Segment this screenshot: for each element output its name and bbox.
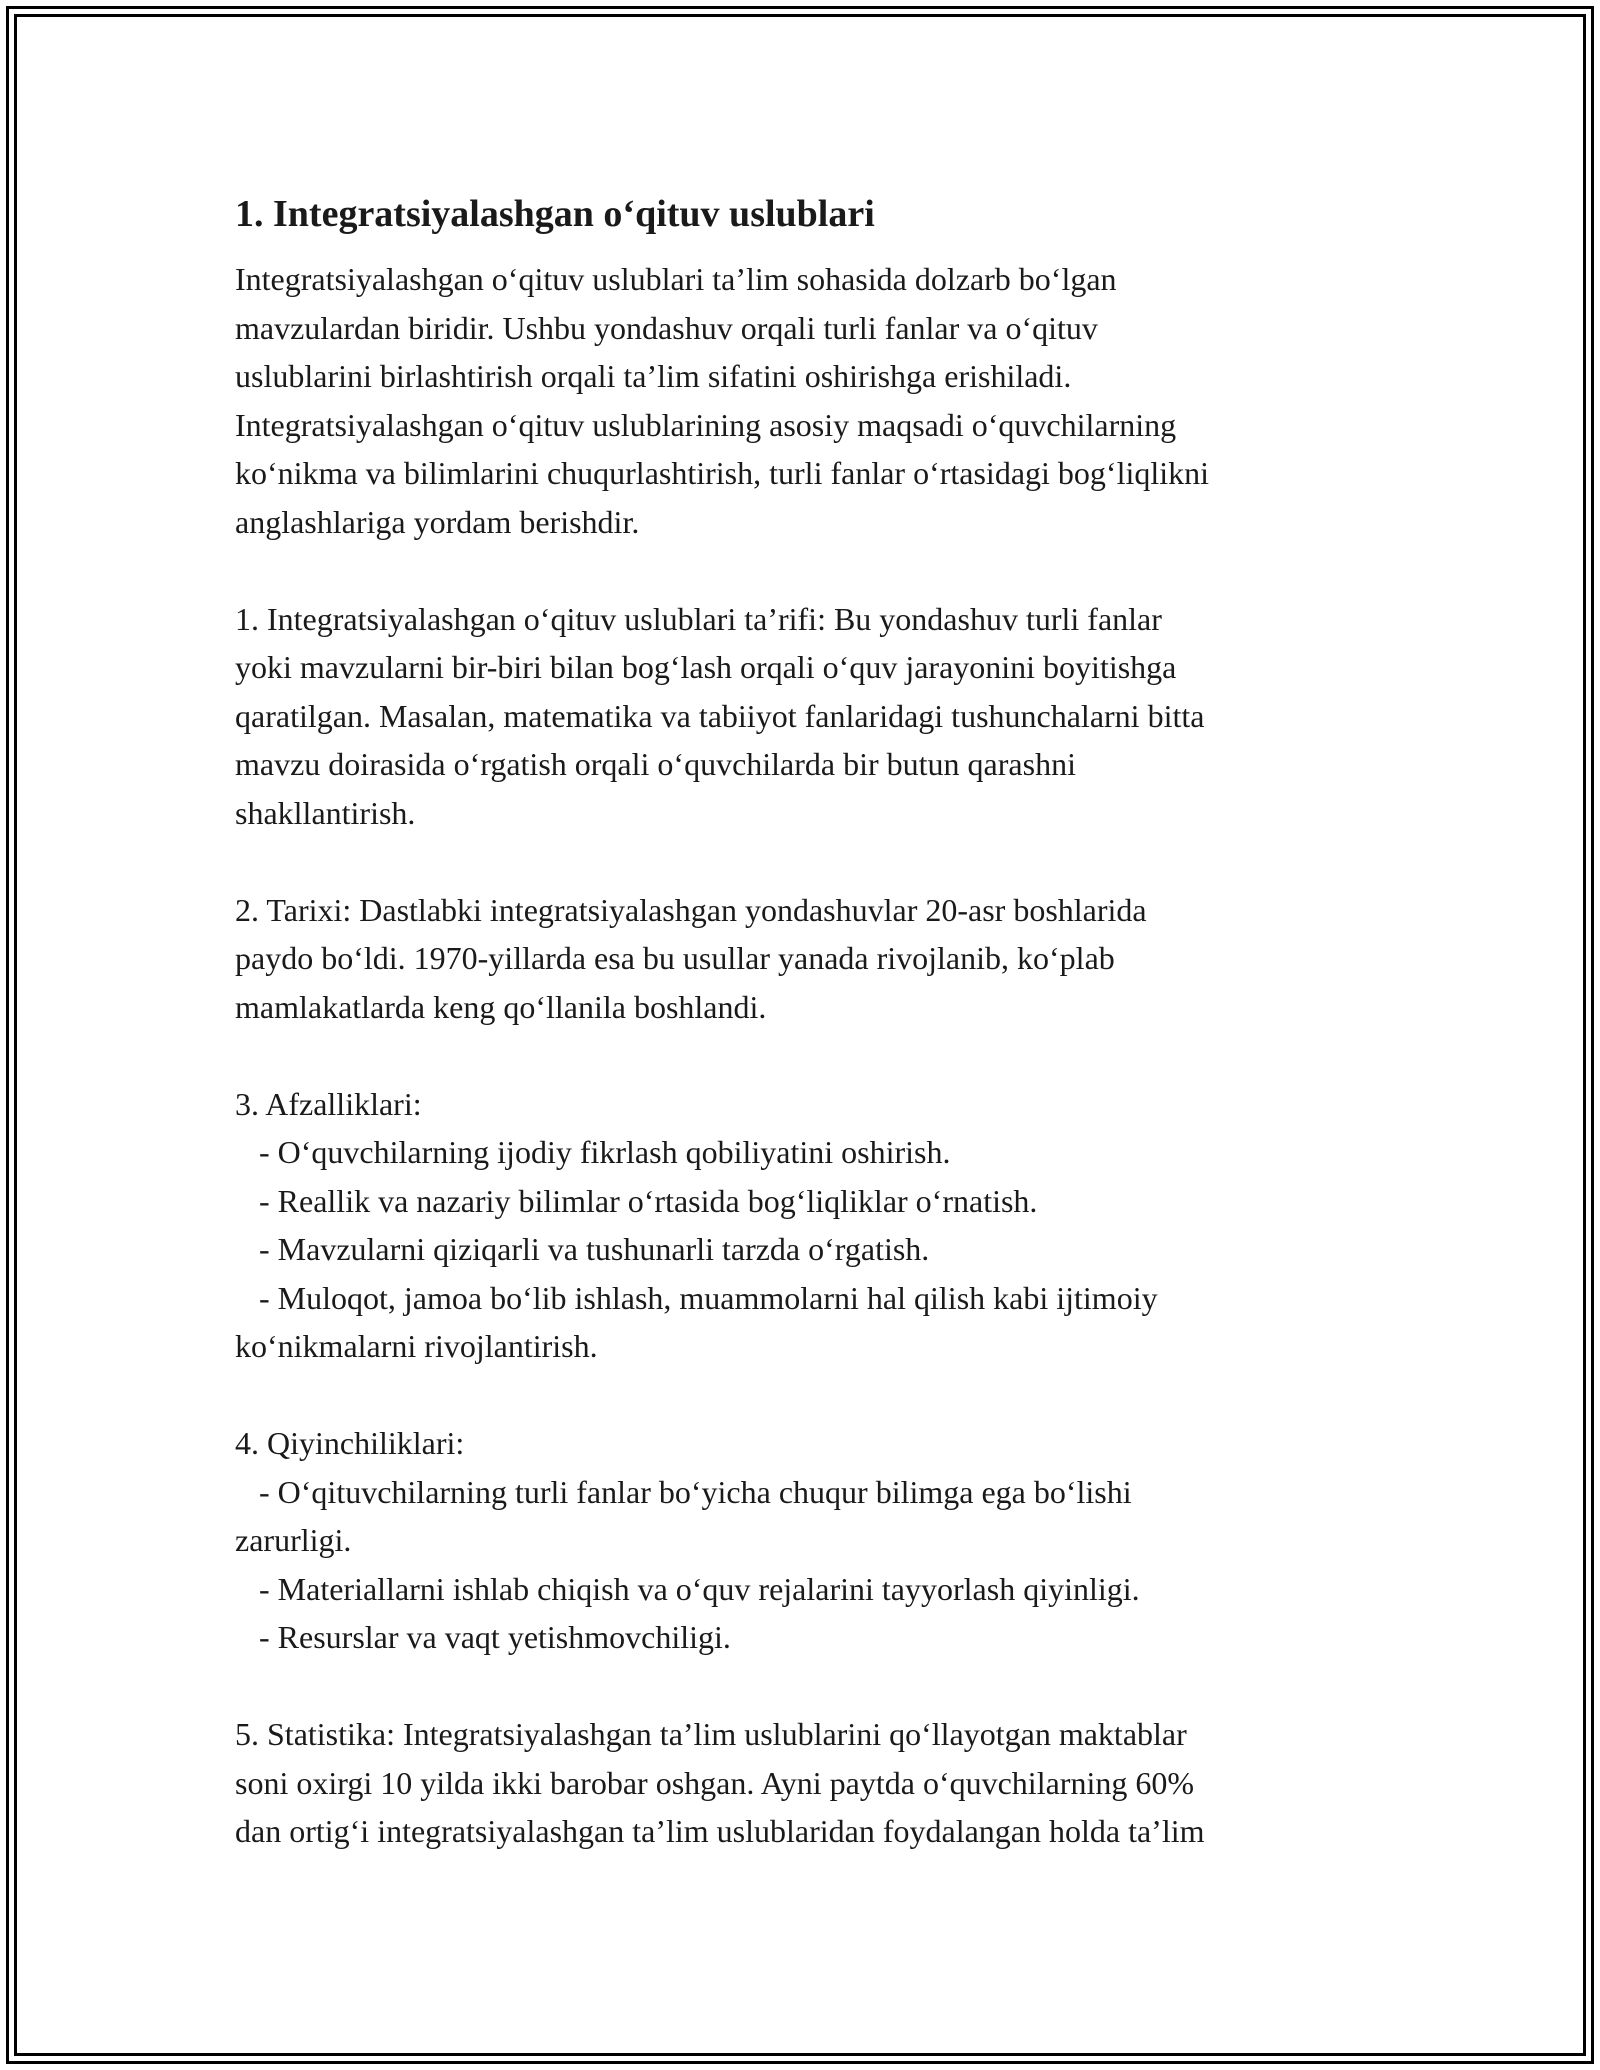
text-line: mavzu doirasida o‘rgatish orqali o‘quvchilarda bir butun qarashni xyxy=(235,746,1076,782)
text-line: 5. Statistika: Integratsiyalashgan ta’lim uslublarini qo‘llayotgan maktablar xyxy=(235,1716,1187,1752)
text-line: yoki mavzularni bir-biri bilan bog‘lash orqali o‘quv jarayonini boyitishga xyxy=(235,649,1177,685)
text-line: soni oxirgi 10 yilda ikki barobar oshgan. Ayni paytda o‘quvchilarning 60% xyxy=(235,1764,1194,1801)
text-line: shakllantirish. xyxy=(235,794,416,831)
paragraph-history xyxy=(235,886,1385,1032)
text-line: 1. Integratsiyalashgan o‘qituv uslublari ta’rifi: Bu yondashuv turli fanlar xyxy=(235,600,1162,637)
list-item: - O‘qituvchilarning turli fanlar bo‘yicha chuqur bilimga ega bo‘lishi xyxy=(235,1473,1132,1510)
text-line: paydo bo‘ldi. 1970-yillarda esa bu usullar yanada rivojlanib, ko‘plab xyxy=(235,940,1115,976)
text-line: Integratsiyalashgan o‘qituv uslublari ta’lim sohasida dolzarb bo‘lgan xyxy=(235,261,1117,297)
text-line: ko‘nikma va bilimlarini chuqurlashtirish, turli fanlar o‘rtasidagi bog‘liqlikni xyxy=(235,455,1210,491)
paragraph-intro xyxy=(235,255,1385,546)
list-item: - Resurslar va vaqt yetishmovchiligi. xyxy=(235,1619,731,1655)
paragraph-advantages xyxy=(235,1080,1385,1371)
text-line: mavzulardan biridir. Ushbu yondashuv orqali turli fanlar va o‘qituv xyxy=(235,309,1098,346)
text-line: ko‘nikmalarni rivojlantirish. xyxy=(235,1328,598,1364)
text-line: qaratilgan. Masalan, matematika va tabiiyot fanlaridagi tushunchalarni bitta xyxy=(235,697,1205,734)
paragraph-statistics xyxy=(235,1710,1385,1856)
text-line: 3. Afzalliklari: xyxy=(235,1085,422,1122)
list-item: - Materiallarni ishlab chiqish va o‘quv rejalarini tayyorlash qiyinligi. xyxy=(235,1570,1140,1607)
text-line: 2. Tarixi: Dastlabki integratsiyalashgan yondashuvlar 20-asr boshlarida xyxy=(235,891,1147,928)
document-body xyxy=(235,186,1385,1904)
document-title: 1. Integratsiyalashgan o‘qituv uslublari xyxy=(235,193,875,235)
list-item: - Reallik va nazariy bilimlar o‘rtasida bog‘liqliklar o‘rnatish. xyxy=(235,1182,1038,1219)
text-line: zarurligi. xyxy=(235,1522,352,1558)
list-item: - Mavzularni qiziqarli va tushunarli tarzda o‘rgatish. xyxy=(235,1231,930,1267)
paragraph-challenges xyxy=(235,1419,1385,1662)
text-line: Integratsiyalashgan o‘qituv uslublarining asosiy maqsadi o‘quvchilarning xyxy=(235,406,1177,443)
text-line: uslublarini birlashtirish orqali ta’lim sifatini oshirishga erishiladi. xyxy=(235,358,1072,394)
text-line: mamlakatlarda keng qo‘llanila boshlandi. xyxy=(235,988,767,1025)
list-item: - Muloqot, jamoa bo‘lib ishlash, muammolarni hal qilish kabi ijtimoiy xyxy=(235,1279,1158,1316)
text-line: anglashlariga yordam berishdir. xyxy=(235,503,640,540)
text-line: dan ortig‘i integratsiyalashgan ta’lim uslublaridan foydalangan holda ta’lim xyxy=(235,1813,1205,1849)
paragraph-definition xyxy=(235,595,1385,838)
list-item: - O‘quvchilarning ijodiy fikrlash qobiliyatini oshirish. xyxy=(235,1134,951,1170)
text-line: 4. Qiyinchiliklari: xyxy=(235,1425,465,1461)
